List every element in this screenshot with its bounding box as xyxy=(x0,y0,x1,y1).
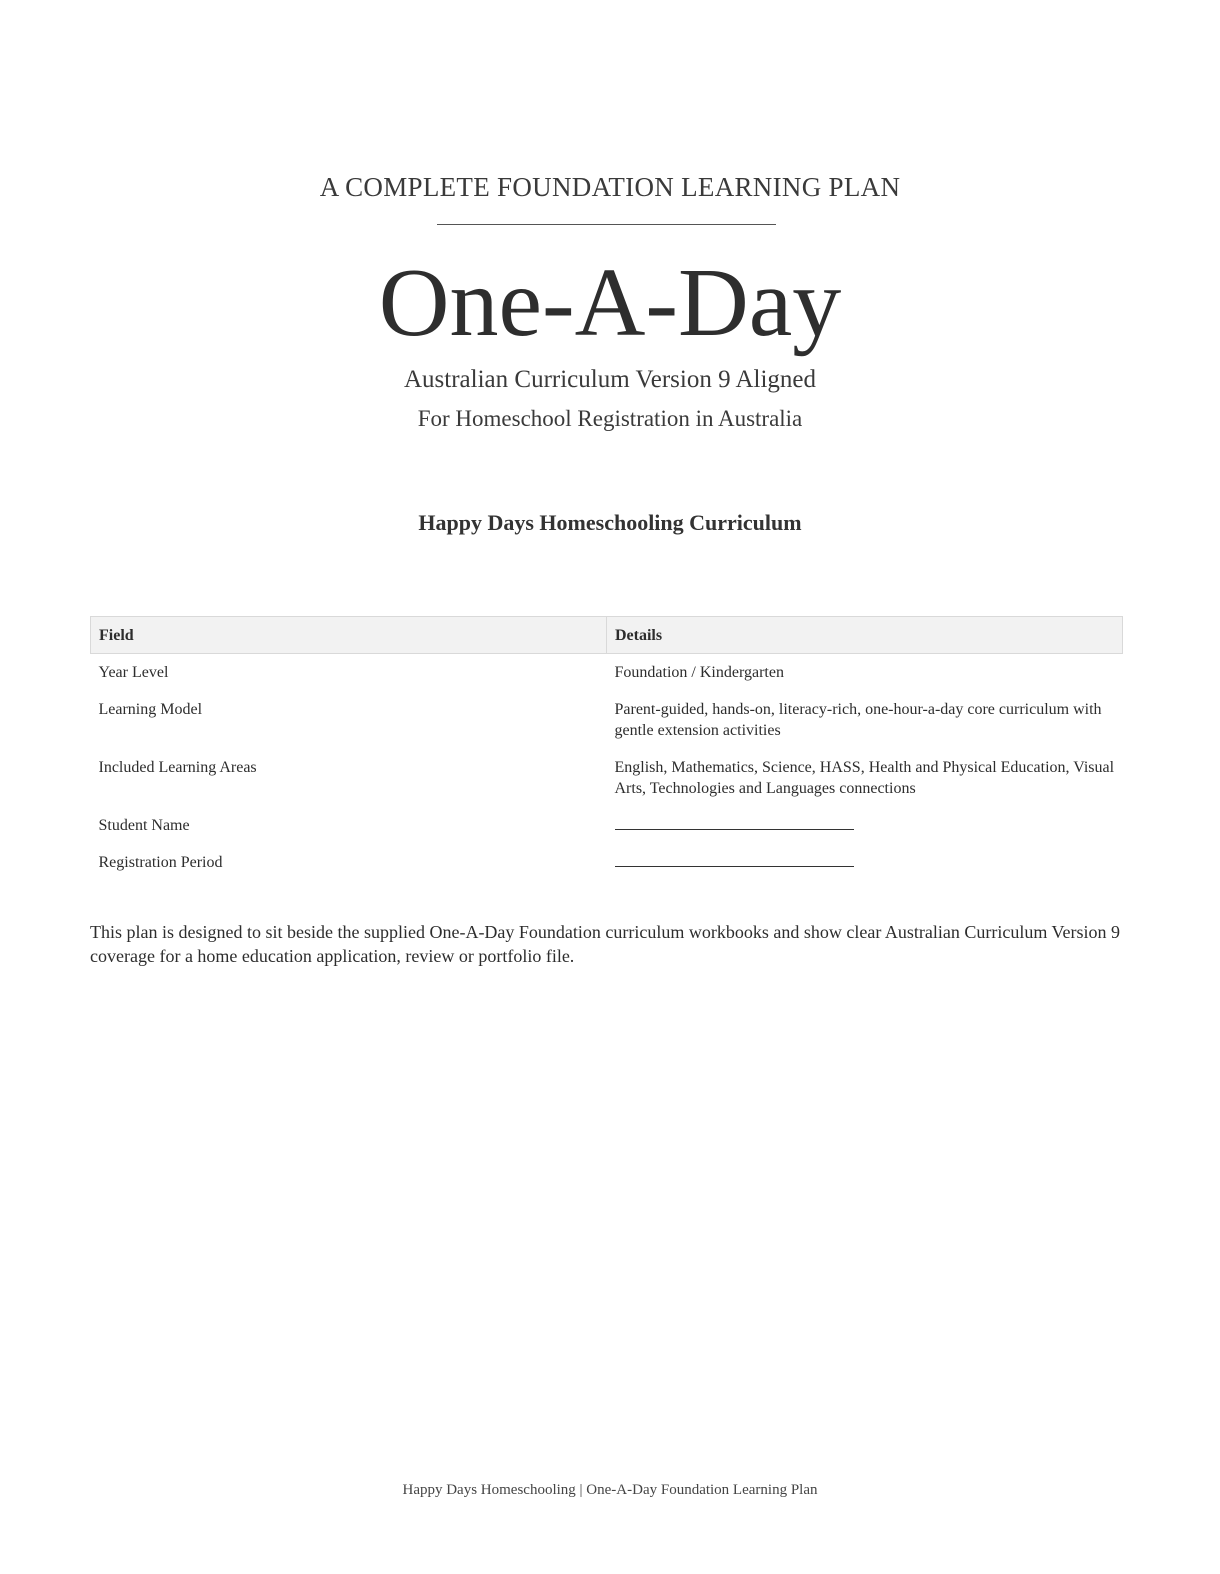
subtitle-curriculum: Australian Curriculum Version 9 Aligned xyxy=(404,366,816,393)
table-row xyxy=(91,807,1123,844)
details-cell: English, Mathematics, Science, HASS, Health and Physical Education, Visual Arts, Technologies and Languages connections xyxy=(614,759,1115,797)
field-cell: Registration Period xyxy=(98,854,223,871)
table-header-row xyxy=(91,617,1123,654)
intro-paragraph: This plan is designed to sit beside the supplied One-A-Day Foundation curriculum workbooks and show clear Australian Curriculum Version 9 coverage for a home education application, review or portfolio file. xyxy=(90,922,1120,966)
field-cell: Included Learning Areas xyxy=(98,759,257,776)
field-cell: Learning Model xyxy=(98,701,203,718)
table-row xyxy=(91,844,1123,881)
details-cell: Parent-guided, hands-on, literacy-rich, one-hour-a-day core curriculum with gentle extension activities xyxy=(614,701,1102,739)
page-title: One-A-Day xyxy=(378,249,842,357)
table-row xyxy=(91,654,1123,692)
cover-kicker: A COMPLETE FOUNDATION LEARNING PLAN xyxy=(319,172,901,202)
page-footer: Happy Days Homeschooling | One-A-Day Foundation Learning Plan xyxy=(402,1482,818,1498)
column-header-field: Field xyxy=(91,617,607,654)
details-cell: Foundation / Kindergarten xyxy=(614,664,784,681)
student-name-blank-line xyxy=(615,815,854,830)
details-cell xyxy=(607,844,1123,881)
column-header-details: Details xyxy=(607,617,1123,654)
details-cell xyxy=(607,807,1123,844)
publisher-name: Happy Days Homeschooling Curriculum xyxy=(418,510,802,535)
subtitle-registration: For Homeschool Registration in Australia xyxy=(417,406,803,431)
table-row xyxy=(91,749,1123,807)
kicker-divider xyxy=(437,224,776,225)
field-cell: Student Name xyxy=(98,817,190,834)
info-table xyxy=(90,616,1123,881)
field-cell: Year Level xyxy=(98,664,169,681)
registration-period-blank-line xyxy=(615,852,854,867)
table-row xyxy=(91,691,1123,749)
